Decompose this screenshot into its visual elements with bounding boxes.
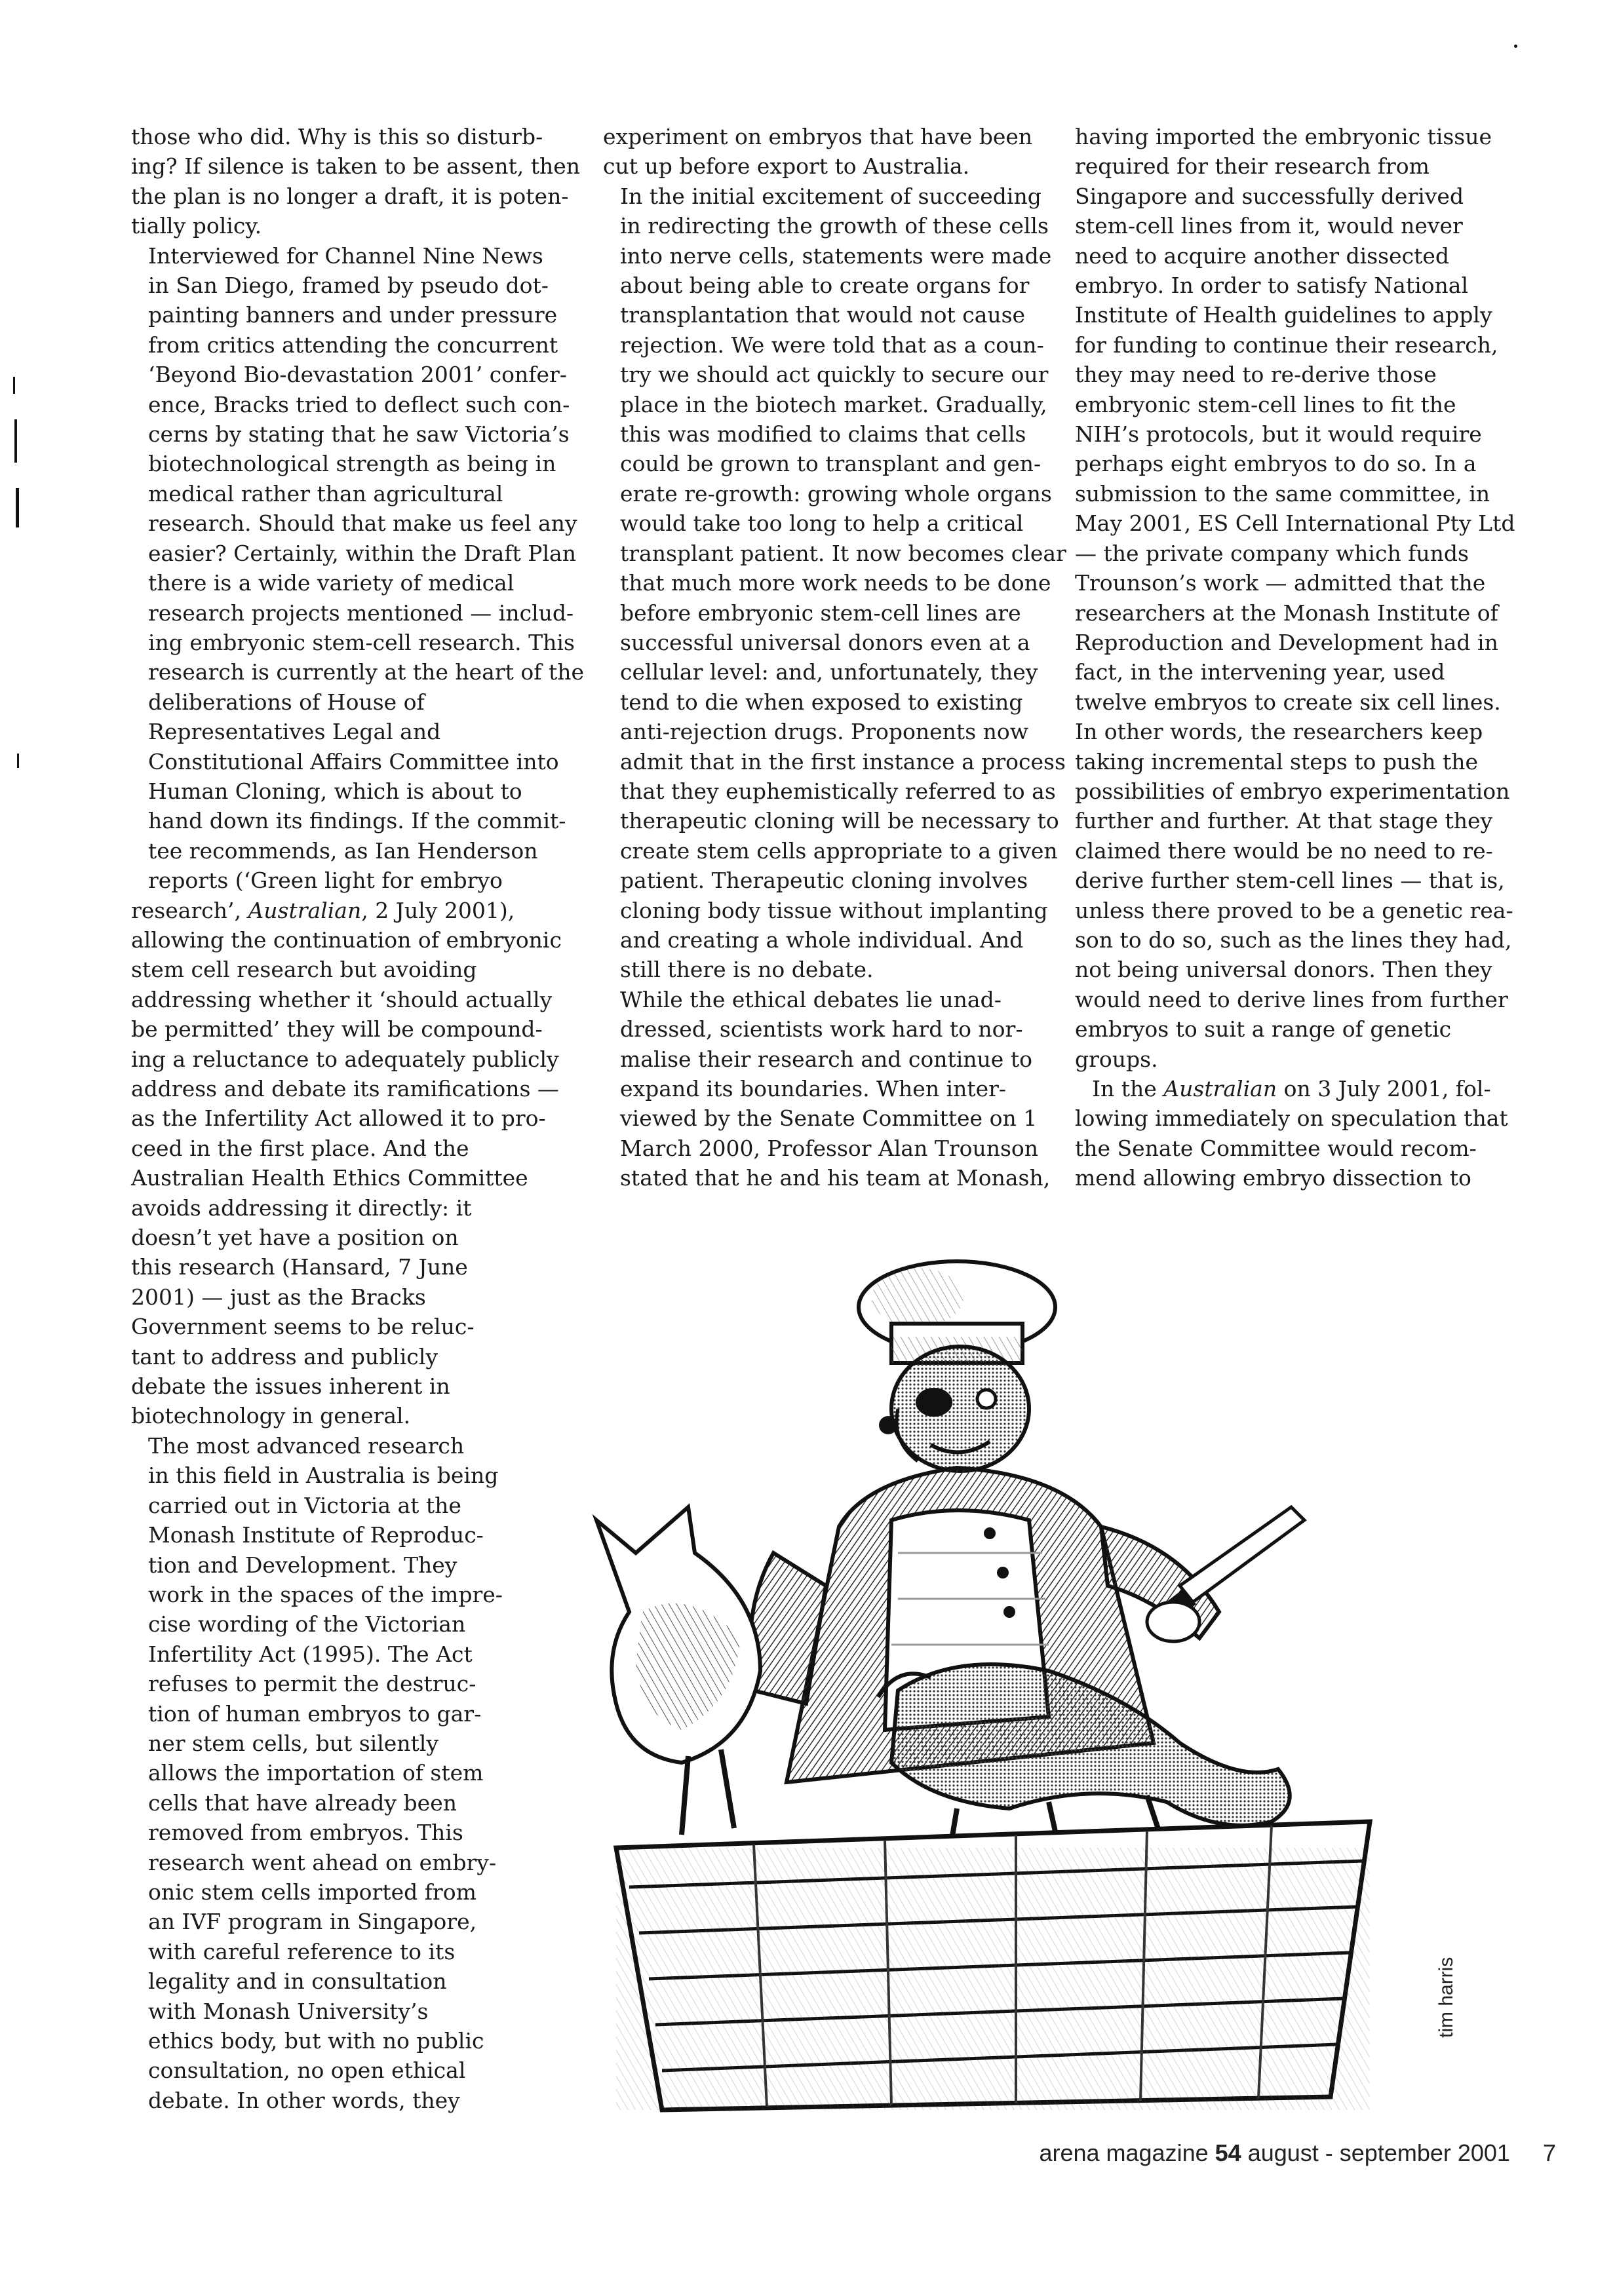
text-line: NIH’s protocols, but it would require: [1075, 421, 1482, 448]
text-line: fact, in the intervening year, used: [1075, 659, 1445, 685]
text-line: consultation, no open ethical: [148, 2057, 466, 2084]
text-line: biotechnology in general.: [131, 1403, 411, 1429]
text-line: embryos to suit a range of genetic: [1075, 1016, 1452, 1043]
text-line: create stem cells appropriate to a given: [620, 837, 1058, 864]
text-line: malise their research and continue to: [620, 1046, 1032, 1072]
text-line: In other words, the researchers keep: [1075, 719, 1483, 745]
text-line: easier? Certainly, within the Draft Plan: [148, 540, 576, 566]
text-line: the Senate Committee would recom-: [1075, 1135, 1477, 1161]
text-line: debate. In other words, they: [148, 2087, 460, 2113]
paragraph-continued: [131, 925, 564, 1431]
text-line: tion of human embryos to gar-: [148, 1700, 482, 1727]
text-line: cise wording of the Victorian: [148, 1611, 466, 1637]
text-line: hand down its findings. If the commit-: [148, 808, 566, 834]
text-line: twelve embryos to create six cell lines.: [1075, 689, 1501, 715]
text-line: try we should act quickly to secure our: [620, 362, 1049, 388]
text-line: doesn’t yet have a position on: [131, 1225, 459, 1251]
text-line: In the Australian on 3 July 2001, fol-: [1092, 1076, 1491, 1101]
text-line: stem-cell lines from it, would never: [1075, 213, 1463, 239]
text-line: would need to derive lines from further: [1075, 986, 1508, 1012]
text-line: removed from embryos. This: [148, 1820, 463, 1846]
text-line: submission to the same committee, in: [1075, 480, 1490, 507]
page-number: 7: [1542, 2139, 1556, 2166]
text-line: erate re-growth: growing whole organs: [620, 480, 1052, 507]
article-column-2: [603, 122, 1066, 1193]
text-line: research projects mentioned — includ-: [148, 600, 574, 626]
page-footer: [1039, 2139, 1556, 2167]
scan-mark: [16, 488, 19, 527]
scan-mark: [17, 754, 19, 768]
text-line: debate the issues inherent in: [131, 1373, 450, 1400]
text-line: cerns by stating that he saw Victoria’s: [148, 421, 570, 448]
text-line: not being universal donors. Then they: [1075, 957, 1492, 983]
text-line: as the Infertility Act allowed it to pro-: [131, 1105, 546, 1132]
text-line: address and debate its ramifications —: [131, 1076, 559, 1101]
text-line: in this field in Australia is being: [148, 1463, 499, 1489]
text-line: they may need to re-derive those: [1075, 362, 1437, 388]
text-line: unless there proved to be a genetic rea-: [1075, 897, 1513, 923]
butcher-block: [616, 1822, 1370, 2110]
text-line: May 2001, ES Cell International Pty Ltd: [1075, 510, 1515, 537]
text-line: March 2000, Professor Alan Trounson: [620, 1135, 1039, 1161]
text-line: tion and Development. They: [148, 1552, 457, 1578]
text-line: ceed in the first place. And the: [131, 1135, 469, 1161]
text-line: perhaps eight embryos to do so. In a: [1075, 451, 1477, 477]
text-line: and creating a whole individual. And: [620, 927, 1024, 953]
text-line: before embryonic stem-cell lines are: [620, 600, 1021, 626]
text-line: ing? If silence is taken to be assent, then: [131, 153, 580, 180]
text-line: with Monash University’s: [148, 1998, 429, 2024]
text-line: biotechnological strength as being in: [148, 451, 556, 477]
text-line: viewed by the Senate Committee on 1: [620, 1105, 1038, 1132]
text-line: Institute of Health guidelines to apply: [1075, 302, 1492, 328]
text-line: Singapore and successfully derived: [1075, 183, 1464, 209]
text-line: allowing the continuation of embryonic: [131, 927, 562, 953]
text-line: Trounson’s work — admitted that the: [1075, 570, 1486, 596]
text-line: an IVF program in Singapore,: [148, 1909, 477, 1935]
article-column-3: [1075, 122, 1515, 1193]
text-line: transplantation that would not cause: [620, 302, 1026, 328]
text-line: tee recommends, as Ian Henderson: [148, 837, 538, 864]
scan-mark: [13, 377, 15, 394]
text-line: derive further stem-cell lines — that is,: [1075, 868, 1505, 894]
text-line: cells that have already been: [148, 1789, 457, 1816]
magazine-name: arena magazine: [1039, 2139, 1209, 2166]
text-line: cellular level: and, unfortunately, they: [620, 659, 1038, 685]
text-line: groups.: [1075, 1046, 1158, 1072]
text-line: mend allowing embryo dissection to: [1075, 1165, 1471, 1191]
text-line: possibilities of embryo experimentation: [1075, 778, 1510, 804]
text-line: Monash Institute of Reproduc-: [148, 1522, 484, 1548]
text-line: cut up before export to Australia.: [603, 153, 970, 180]
text-line: ner stem cells, but silently: [148, 1730, 439, 1756]
text-line: reports (‘Green light for embryo: [148, 868, 503, 894]
paragraph: [131, 122, 580, 241]
text-line: 2001) — just as the Bracks: [131, 1284, 426, 1310]
text-line: expand its boundaries. When inter-: [620, 1076, 1007, 1101]
text-line: stated that he and his team at Monash,: [620, 1165, 1051, 1191]
text-line: son to do so, such as the lines they had,: [1075, 927, 1512, 953]
text-line: for funding to continue their research,: [1075, 332, 1498, 358]
text-line: that much more work needs to be done: [620, 570, 1051, 596]
text-line: avoids addressing it directly: it: [131, 1195, 472, 1221]
text-line: Representatives Legal and: [148, 719, 441, 745]
text-line: from critics attending the concurrent: [148, 332, 558, 358]
text-line: about being able to create organs for: [620, 273, 1030, 299]
text-line: taking incremental steps to push the: [1075, 748, 1478, 775]
text-line: — the private company which funds: [1075, 540, 1469, 566]
text-line: research’, Australian, 2 July 2001),: [131, 897, 515, 923]
text-line: ‘Beyond Bio-devastation 2001’ confer-: [148, 362, 567, 388]
text-line: into nerve cells, statements were made: [620, 242, 1052, 269]
text-line: still there is no debate.: [620, 957, 874, 983]
hen: [596, 1507, 760, 1835]
text-line: legality and in consultation: [148, 1968, 447, 1995]
issue-number: 54: [1215, 2139, 1241, 2166]
text-line: ing embryonic stem-cell research. This: [148, 629, 575, 655]
text-line: work in the spaces of the impre-: [148, 1581, 503, 1607]
text-line: there is a wide variety of medical: [148, 570, 515, 596]
text-line: painting banners and under pressure: [148, 302, 558, 328]
text-line: The most advanced research: [148, 1432, 465, 1459]
text-line: research. Should that make us feel any: [148, 510, 577, 537]
text-line: further and further. At that stage they: [1075, 808, 1493, 834]
text-line: Infertility Act (1995). The Act: [148, 1641, 473, 1667]
text-line: in redirecting the growth of these cells: [620, 213, 1049, 239]
text-line: ethics body, but with no public: [148, 2028, 484, 2054]
text-line: anti-rejection drugs. Proponents now: [620, 719, 1028, 745]
text-line: could be grown to transplant and gen-: [620, 451, 1041, 477]
text-line: Human Cloning, which is about to: [148, 778, 522, 804]
text-line: Constitutional Affairs Committee into: [148, 748, 559, 775]
text-line: carried out in Victoria at the: [148, 1492, 461, 1518]
text-line: claimed there would be no need to re-: [1075, 837, 1493, 864]
paragraph: [131, 1431, 564, 2115]
text-line: refuses to permit the destruc-: [148, 1671, 477, 1697]
text-line: tend to die when exposed to existing: [620, 689, 1023, 715]
text-line: onic stem cells imported from: [148, 1879, 477, 1905]
text-line: that they euphemistically referred to as: [620, 778, 1056, 804]
paragraph: [131, 241, 584, 896]
text-line: with careful reference to its: [148, 1938, 456, 1964]
issue-date: august - september 2001: [1247, 2139, 1510, 2166]
illustration-credit: tim harris: [1435, 1957, 1457, 2038]
chef-head: [879, 1347, 1029, 1471]
paragraph: [603, 182, 1066, 985]
text-line: embryonic stem-cell lines to fit the: [1075, 391, 1456, 417]
text-line: addressing whether it ‘should actually: [131, 986, 553, 1012]
text-line: ing a reluctance to adequately publicly: [131, 1046, 559, 1072]
text-line: deliberations of House of: [148, 689, 425, 715]
text-line: allows the importation of stem: [148, 1760, 484, 1786]
text-line: dressed, scientists work hard to nor-: [620, 1016, 1023, 1043]
paragraph: [603, 985, 1049, 1193]
text-line: patient. Therapeutic cloning involves: [620, 868, 1028, 894]
text-line: stem cell research but avoiding: [131, 957, 477, 983]
paragraph: [603, 122, 1049, 182]
text-line: place in the biotech market. Gradually,: [620, 391, 1047, 417]
text-line: medical rather than agricultural: [148, 480, 503, 507]
text-line: While the ethical debates lie unad-: [620, 986, 1002, 1012]
text-line: therapeutic cloning will be necessary to: [620, 808, 1059, 834]
paragraph: [1075, 1074, 1494, 1103]
text-line: research is currently at the heart of the: [148, 659, 584, 685]
text-line: In the initial excitement of succeeding: [620, 183, 1041, 209]
text-line: tant to address and publicly: [131, 1343, 438, 1369]
text-line: required for their research from: [1075, 153, 1430, 180]
text-line: Reproduction and Development had in: [1075, 629, 1498, 655]
text-line: researchers at the Monash Institute of: [1075, 600, 1498, 626]
text-line: research went ahead on embry-: [148, 1849, 497, 1875]
text-line: embryo. In order to satisfy National: [1075, 273, 1469, 299]
scan-mark: [14, 419, 17, 463]
text-line: ence, Bracks tried to deflect such con-: [148, 391, 570, 417]
text-line: admit that in the first instance a process: [620, 748, 1066, 775]
text-line: having imported the embryonic tissue: [1075, 124, 1492, 149]
text-line: lowing immediately on speculation that: [1075, 1105, 1508, 1132]
chef-carving-chimera-icon: [590, 1245, 1422, 2116]
paragraph: [1075, 122, 1515, 1074]
text-line: Australian Health Ethics Committee: [131, 1165, 528, 1191]
text-line: experiment on embryos that have been: [603, 124, 1033, 149]
paragraph-continued: [131, 896, 564, 925]
text-line: in San Diego, framed by pseudo dot-: [148, 273, 549, 299]
text-line: would take too long to help a critical: [620, 510, 1024, 537]
text-line: transplant patient. It now becomes clear: [620, 540, 1066, 566]
text-line: rejection. We were told that as a coun-: [620, 332, 1044, 358]
text-line: tially policy.: [131, 213, 262, 239]
text-line: be permitted’ they will be compound-: [131, 1016, 543, 1043]
text-line: Government seems to be reluc-: [131, 1314, 475, 1340]
text-line: cloning body tissue without implanting: [620, 897, 1048, 923]
text-line: the plan is no longer a draft, it is poten-: [131, 183, 569, 209]
text-line: need to acquire another dissected: [1075, 242, 1450, 269]
text-line: those who did. Why is this so disturb-: [131, 124, 543, 149]
article-column-1: [131, 122, 584, 2115]
text-line: successful universal donors even at a: [620, 629, 1030, 655]
text-line: this was modified to claims that cells: [620, 421, 1026, 448]
text-line: Interviewed for Channel Nine News: [148, 242, 543, 269]
paragraph-continued: [1075, 1103, 1508, 1193]
scan-mark: [1514, 45, 1517, 48]
text-line: this research (Hansard, 7 June: [131, 1254, 468, 1280]
